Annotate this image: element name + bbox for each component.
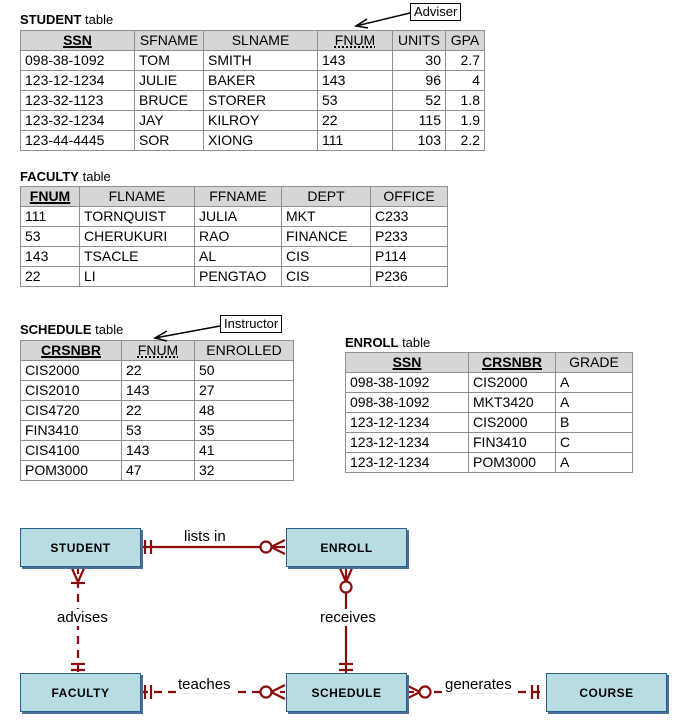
table-cell: 2.7	[446, 51, 485, 71]
generates-zero	[420, 687, 431, 698]
table-cell: TSACLE	[80, 247, 195, 267]
table-cell: 143	[21, 247, 80, 267]
table-cell: 123-12-1234	[346, 453, 469, 473]
table-cell: A	[556, 453, 633, 473]
table-cell: 123-12-1234	[21, 71, 135, 91]
table-cell: CIS2010	[21, 381, 122, 401]
col-fnum: FNUM	[122, 341, 195, 361]
table-cell: PENGTAO	[195, 267, 282, 287]
col-office: OFFICE	[371, 187, 448, 207]
table-cell: SOR	[135, 131, 204, 151]
table-cell: 35	[195, 421, 294, 441]
col-sfname: SFNAME	[135, 31, 204, 51]
table-cell: 53	[122, 421, 195, 441]
table-cell: 52	[393, 91, 446, 111]
rel-lists-in: lists in	[184, 528, 226, 545]
table-cell: CIS4100	[21, 441, 122, 461]
table-cell: 123-44-4445	[21, 131, 135, 151]
adviser-arrow	[356, 13, 410, 26]
table-cell: 32	[195, 461, 294, 481]
table-cell: 27	[195, 381, 294, 401]
student-caption: STUDENT table	[20, 12, 114, 27]
table-cell: CIS2000	[21, 361, 122, 381]
table-cell: 098-38-1092	[346, 373, 469, 393]
table-cell: POM3000	[21, 461, 122, 481]
entity-faculty: FACULTY	[20, 673, 141, 712]
entity-enroll: ENROLL	[286, 528, 407, 567]
table-cell: 47	[122, 461, 195, 481]
entity-student: STUDENT	[20, 528, 141, 567]
table-cell: KILROY	[204, 111, 318, 131]
col-ffname: FFNAME	[195, 187, 282, 207]
table-cell: 143	[122, 381, 195, 401]
col-gpa: GPA	[446, 31, 485, 51]
instructor-callout: Instructor	[220, 315, 282, 333]
table-cell: 22	[21, 267, 80, 287]
table-cell: CIS2000	[469, 373, 556, 393]
table-cell: CIS	[282, 247, 371, 267]
table-cell: 1.8	[446, 91, 485, 111]
col-ssn: SSN	[346, 353, 469, 373]
table-cell: 111	[318, 131, 393, 151]
table-cell: CIS2000	[469, 413, 556, 433]
table-cell: 143	[318, 71, 393, 91]
table-cell: BRUCE	[135, 91, 204, 111]
col-fnum: FNUM	[21, 187, 80, 207]
table-cell: 53	[318, 91, 393, 111]
table-cell: SMITH	[204, 51, 318, 71]
table-cell: 48	[195, 401, 294, 421]
col-flname: FLNAME	[80, 187, 195, 207]
table-cell: C233	[371, 207, 448, 227]
col-ssn: SSN	[21, 31, 135, 51]
table-cell: 143	[122, 441, 195, 461]
table-cell: FIN3410	[21, 421, 122, 441]
table-cell: 098-38-1092	[21, 51, 135, 71]
table-cell: CIS	[282, 267, 371, 287]
col-crsnbr: CRSNBR	[21, 341, 122, 361]
table-cell: CIS4720	[21, 401, 122, 421]
table-cell: P236	[371, 267, 448, 287]
adviser-callout: Adviser	[410, 3, 461, 21]
faculty-caption: FACULTY table	[20, 169, 111, 184]
table-cell: RAO	[195, 227, 282, 247]
table-cell: 111	[21, 207, 80, 227]
col-grade: GRADE	[556, 353, 633, 373]
table-cell: BAKER	[204, 71, 318, 91]
table-cell: 123-32-1234	[21, 111, 135, 131]
table-cell: 103	[393, 131, 446, 151]
table-cell: POM3000	[469, 453, 556, 473]
table-cell: FINANCE	[282, 227, 371, 247]
table-cell: 30	[393, 51, 446, 71]
table-cell: 1.9	[446, 111, 485, 131]
table-cell: 22	[318, 111, 393, 131]
table-cell: STORER	[204, 91, 318, 111]
rel-teaches: teaches	[178, 676, 231, 693]
rel-generates: generates	[445, 676, 512, 693]
enroll-caption: ENROLL table	[345, 335, 431, 350]
table-cell: P114	[371, 247, 448, 267]
table-cell: FIN3410	[469, 433, 556, 453]
table-cell: 123-32-1123	[21, 91, 135, 111]
col-dept: DEPT	[282, 187, 371, 207]
table-cell: XIONG	[204, 131, 318, 151]
table-cell: CHERUKURI	[80, 227, 195, 247]
table-cell: P233	[371, 227, 448, 247]
rel-receives: receives	[320, 609, 376, 626]
col-fnum: FNUM	[318, 31, 393, 51]
table-cell: 22	[122, 361, 195, 381]
col-slname: SLNAME	[204, 31, 318, 51]
table-cell: 22	[122, 401, 195, 421]
table-cell: 96	[393, 71, 446, 91]
table-cell: LI	[80, 267, 195, 287]
rel-advises: advises	[57, 609, 108, 626]
table-cell: C	[556, 433, 633, 453]
table-cell: JAY	[135, 111, 204, 131]
table-cell: MKT3420	[469, 393, 556, 413]
entity-schedule: SCHEDULE	[286, 673, 407, 712]
lists-in-zero	[261, 542, 272, 553]
table-cell: TORNQUIST	[80, 207, 195, 227]
teaches-zero	[261, 687, 272, 698]
table-cell: 143	[318, 51, 393, 71]
table-cell: JULIA	[195, 207, 282, 227]
table-cell: 123-12-1234	[346, 413, 469, 433]
table-cell: 53	[21, 227, 80, 247]
table-cell: A	[556, 393, 633, 413]
receives-zero	[341, 582, 352, 593]
col-enrolled: ENROLLED	[195, 341, 294, 361]
table-cell: 50	[195, 361, 294, 381]
table-cell: 098-38-1092	[346, 393, 469, 413]
table-cell: JULIE	[135, 71, 204, 91]
table-cell: 115	[393, 111, 446, 131]
callout-arrows	[155, 13, 410, 341]
col-units: UNITS	[393, 31, 446, 51]
table-cell: B	[556, 413, 633, 433]
table-cell: 123-12-1234	[346, 433, 469, 453]
col-crsnbr: CRSNBR	[469, 353, 556, 373]
table-cell: 4	[446, 71, 485, 91]
table-cell: 41	[195, 441, 294, 461]
table-cell: TOM	[135, 51, 204, 71]
table-cell: MKT	[282, 207, 371, 227]
table-cell: 2.2	[446, 131, 485, 151]
schedule-caption: SCHEDULE table	[20, 322, 124, 337]
entity-course: COURSE	[546, 673, 667, 712]
table-cell: A	[556, 373, 633, 393]
table-cell: AL	[195, 247, 282, 267]
